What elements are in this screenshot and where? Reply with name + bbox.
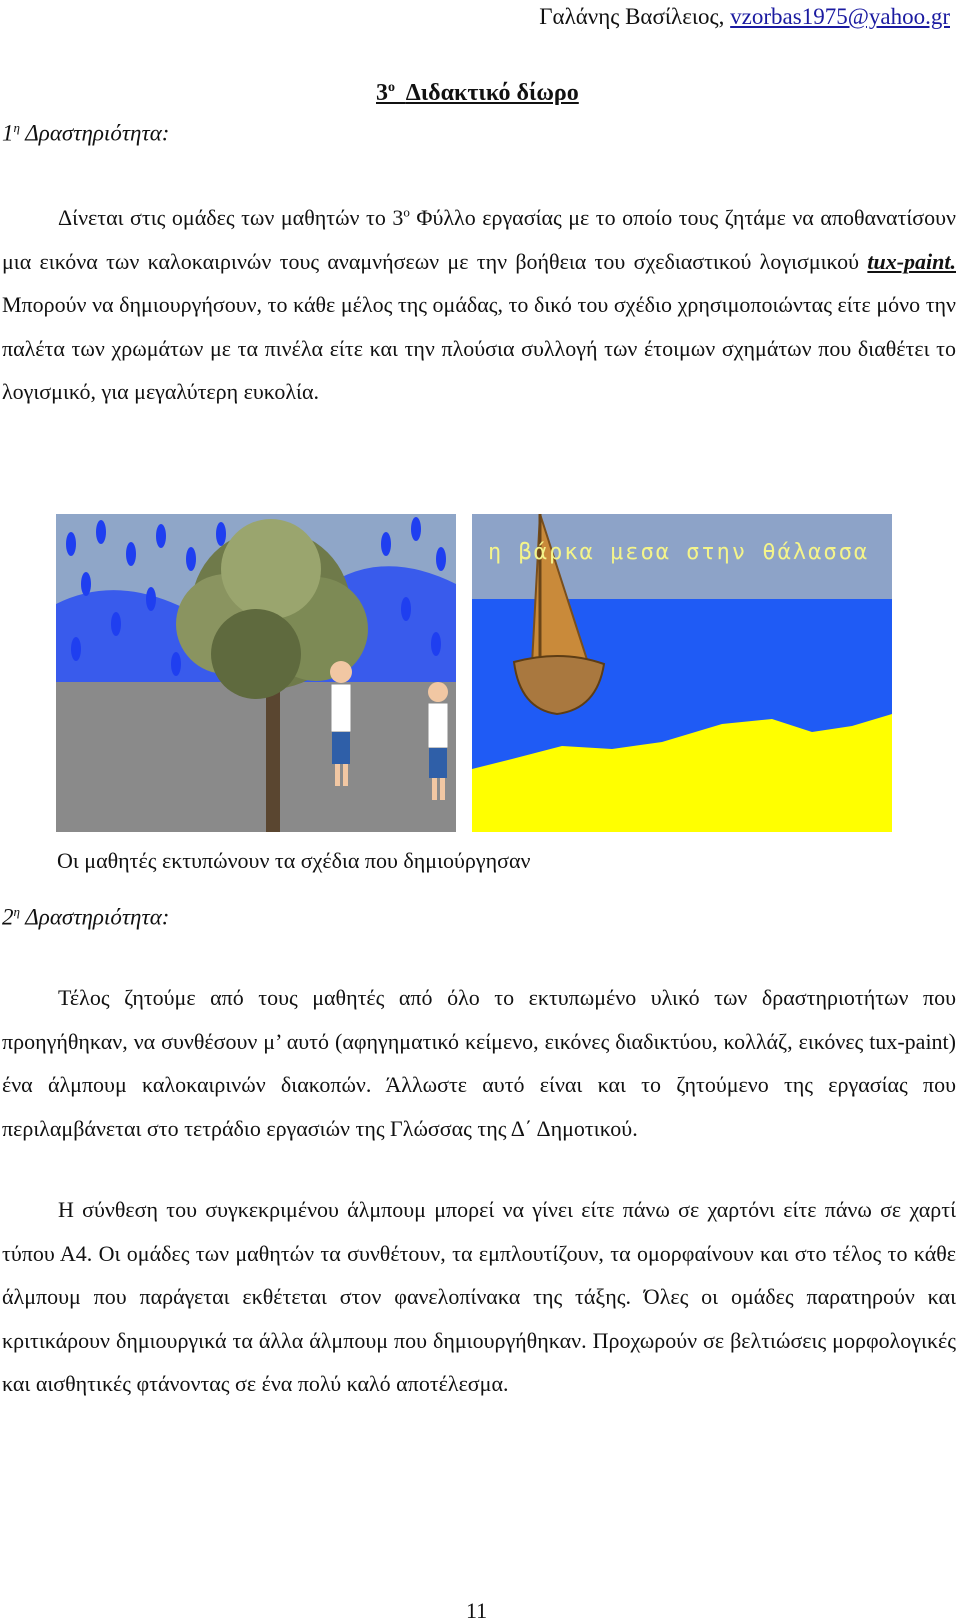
paragraph-2 (2, 976, 956, 1150)
figure-boat-drawing (472, 514, 892, 832)
author-name: Γαλάνης Βασίλειος, (539, 4, 725, 29)
paragraph-1 (2, 196, 956, 414)
paragraph-3 (2, 1188, 956, 1406)
paragraph-1-sup: ο (403, 204, 410, 220)
activity-1-suffix: η (13, 120, 20, 135)
section-title (376, 80, 579, 107)
activity-2-heading (2, 904, 169, 931)
figure-rain-tree-drawing (56, 514, 456, 832)
activity-2-number: 2 (2, 904, 14, 930)
software-name-tux-paint: tux-paint. (867, 248, 956, 274)
activity-2-suffix: η (13, 904, 20, 919)
paragraph-1-text-c: Μπορούν να δημιουργήσουν, το κάθε μέλος της ομάδας, το δικό του σχέδιο χρησιμοποιώντας είτε μόνο την παλέτα των χρωμάτων με τα πινέλα είτε και την πλούσια συλλογή των έτοιμων σχημάτων που διαθέτει το λογισμικό, για μεγαλύτερη ευκολία. (2, 292, 956, 404)
paragraph-1-text-b: Φύλλο εργασίας με το οποίο τους ζητάμε να αποθανατίσουν μια εικόνα των καλοκαιρινών τους αναμνήσεων με την βοήθεια του σχεδιαστικού λογισμικού (2, 205, 956, 274)
ground (56, 682, 456, 832)
drawing-caption-text: η βάρκα μεσα στην θάλασσα (488, 540, 870, 565)
figure-caption: Οι μαθητές εκτυπώνουν τα σχέδια που δημιούργησαν (57, 848, 531, 873)
page-header (539, 4, 950, 30)
title-number: 3 (376, 80, 388, 106)
paragraph-1-text-a: Δίνεται στις ομάδες των μαθητών το 3 (58, 205, 404, 230)
title-text: Διδακτικό δίωρο (405, 80, 579, 106)
activity-1-number: 1 (2, 120, 14, 146)
activity-2-label: Δραστηριότητα: (25, 904, 170, 930)
page-number: 11 (466, 1598, 488, 1623)
activity-1-label: Δραστηριότητα: (25, 120, 170, 146)
title-suffix: ο (388, 80, 395, 95)
paragraph-3-text: Η σύνθεση του συγκεκριμένου άλμπουμ μπορεί να γίνει είτε πάνω σε χαρτόνι είτε πάνω σε χαρτί τύπου Α4. Οι ομάδες των μαθητών τα συνθέτουν, τα εμπλουτίζουν, τα ομορφαίνουν και στο τέλος το κάθε άλμπουμ που παράγεται εκθέτεται στον φανελοπίνακα της τάξης. Όλες οι ομάδες παρατηρούν και κριτικάρουν δημιουργικά τα άλλα άλμπουμ που δημιουργήθηκαν. Προχωρούν σε βελτιώσεις μορφολογικές και αισθητικές φτάνοντας σε ένα πολύ καλό αποτέλεσμα. (2, 1197, 956, 1396)
paragraph-2-text: Τέλος ζητούμε από τους μαθητές από όλο το εκτυπωμένο υλικό των δραστηριοτήτων που προηγήθηκαν, να συνθέσουν μ’ αυτό (αφηγηματικό κείμενο, εικόνες διαδικτύου, κολλάζ, εικόνες tux-paint) ένα άλμπουμ καλοκαιρινών διακοπών. Άλλωστε αυτό είναι και το ζητούμενο της εργασίας που περιλαμβάνεται στο τετράδιο εργασιών της Γλώσσας της Δ΄ Δημοτικού. (2, 985, 956, 1141)
author-email-link[interactable]: vzorbas1975@yahoo.gr (730, 4, 950, 29)
activity-1-heading (2, 120, 169, 147)
